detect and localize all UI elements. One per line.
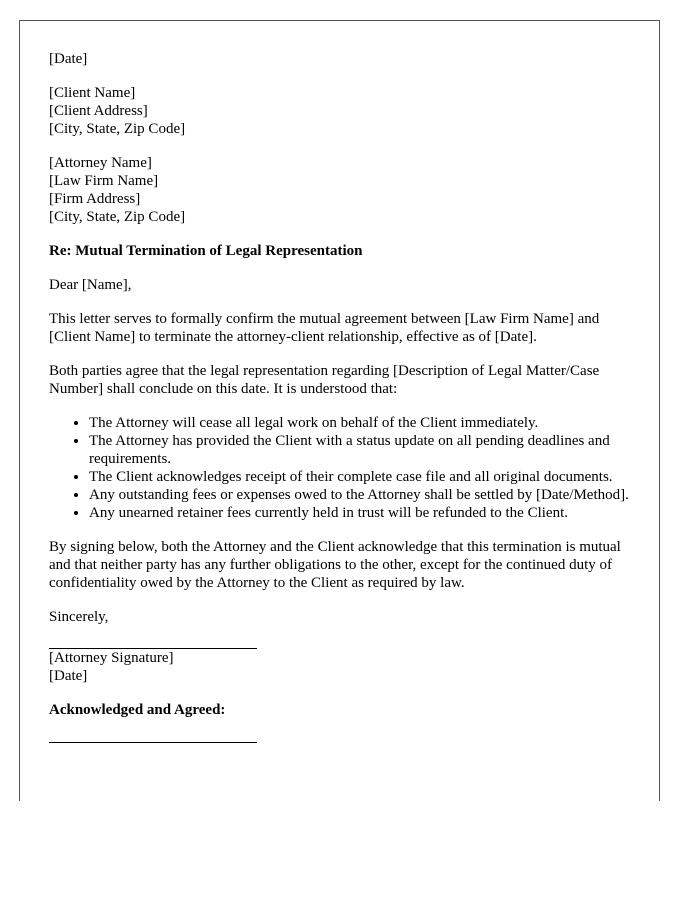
intro-paragraph: This letter serves to formally confirm the mutual agreement between [Law Firm Name] and [Client Name] to terminate the attorney-client relationship, effective as of [Date].: [49, 311, 600, 345]
subject-line: Re: Mutual Termination of Legal Representation: [49, 243, 363, 259]
law-firm-name: [Law Firm Name]: [49, 173, 159, 189]
client-address-block: [49, 84, 639, 138]
attorney-name: [Attorney Name]: [49, 155, 152, 171]
letter-content: [49, 50, 639, 743]
list-item: • The Attorney has provided the Client with a status update on all pending deadlines and requirements.: [89, 432, 639, 468]
signature-date: [Date]: [49, 668, 88, 684]
attorney-address-block: [49, 154, 639, 226]
attorney-signature-label: [Attorney Signature]: [49, 650, 174, 666]
client-name: [Client Name]: [49, 85, 136, 101]
list-item: • Any unearned retainer fees currently held in trust will be refunded to the Client.: [89, 504, 639, 522]
firm-city-state-zip: [City, State, Zip Code]: [49, 209, 186, 225]
list-item: • Any outstanding fees or expenses owed to the Attorney shall be settled by [Date/Method].: [89, 486, 639, 504]
list-item: • The Client acknowledges receipt of their complete case file and all original documents.: [89, 468, 639, 486]
acknowledgement-heading: Acknowledged and Agreed:: [49, 702, 226, 718]
letter-date: [Date]: [49, 51, 88, 67]
client-signature-line: [49, 742, 257, 743]
client-address: [Client Address]: [49, 103, 148, 119]
list-item: • The Attorney will cease all legal work on behalf of the Client immediately.: [89, 414, 639, 432]
closing-paragraph: By signing below, both the Attorney and the Client acknowledge that this termination is mutual and that neither party has any further obligations to the other, except for the continued duty of confidentiality owed by the Attorney to the Client as required by law.: [49, 539, 621, 591]
terms-list: [49, 414, 639, 522]
salutation: Dear [Name],: [49, 277, 132, 293]
letter-page: [19, 20, 660, 801]
attorney-signature-block: [49, 649, 639, 685]
scope-paragraph: Both parties agree that the legal representation regarding [Description of Legal Matter/Case Number] shall conclude on this date. It is understood that:: [49, 363, 600, 397]
date-block: [49, 50, 639, 68]
client-city-state-zip: [City, State, Zip Code]: [49, 121, 186, 137]
sign-off: Sincerely,: [49, 609, 109, 625]
firm-address: [Firm Address]: [49, 191, 141, 207]
